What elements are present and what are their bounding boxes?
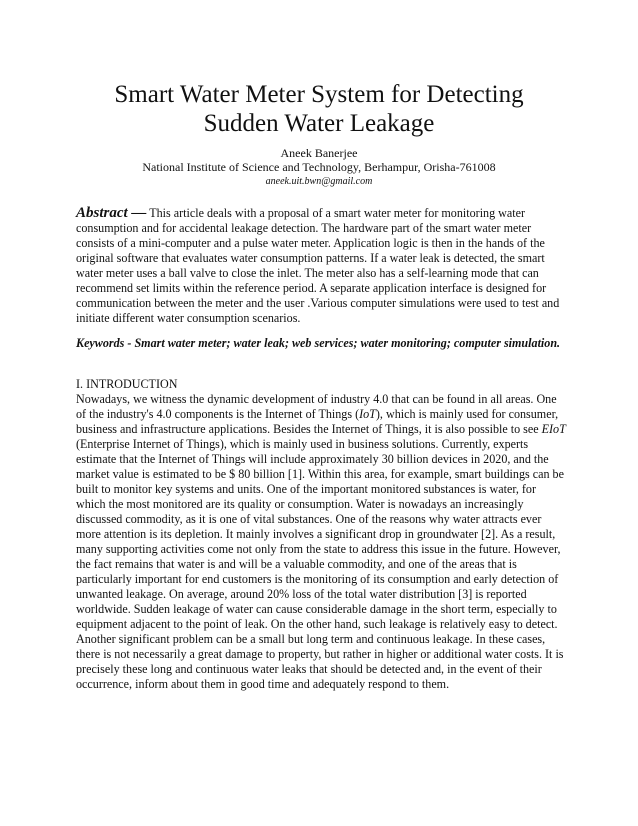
section-heading: I. INTRODUCTION — [76, 377, 178, 391]
title-line-1: Smart Water Meter System for Detecting — [114, 81, 524, 108]
author-affiliation: National Institute of Science and Technology, Berhampur, Orisha-761008 — [142, 160, 496, 174]
paper-title — [0, 80, 638, 138]
introduction-paragraph — [76, 392, 566, 692]
intro-text-2: ), which is mainly used for consumer, business and infrastructure applications. Besides the Internet of Things, it is also possible to see — [76, 407, 559, 436]
intro-eiot-term: EIoT — [541, 422, 566, 436]
author-name: Aneek Banerjee — [280, 146, 358, 160]
author-email: aneek.uit.bwn@gmail.com — [265, 176, 373, 187]
abstract-text: This article deals with a proposal of a smart water meter for monitoring water consumption and for accidental leakage detection. The hardware part of the smart water meter consists of a mini-computer and a pulse water meter. Application logic is then in the hands of the original software that evaluates water consumption patterns. If a water leak is detected, the smart water meter uses a ball valve to close the inlet. The meter also has a self-learning mode that can recommend set limits within the reference period. A separate application interface is designed for communication between the meter and the user .Various computer simulations were used to test and initiate different water consumption scenarios. — [76, 206, 560, 325]
intro-text-3: (Enterprise Internet of Things), which is mainly used in business solutions. Currently, experts estimate that the Internet of Things will include approximately 30 billion devices in 2020, and the market value is estimated to be $ 80 billion [1]. Within this area, for example, smart buildings can be built to monitor key systems and units. One of the important monitored substances is water, for which the most monitored are its quality or consumption. Water is nowadays an increasingly discussed commodity, as it is one of vital substances. One of the reasons why water attracts ever more attention is its depletion. It mainly involves a significant drop in groundwater [2]. As a result, many supporting activities come not only from the state to address this issue in the future. However, the fact remains that water is and will be a valuable commodity, and one of the areas that is particularly important for end customers is the monitoring of its consumption and early detection of unwanted leakage. On average, around 20% loss of the total water distribution [3] is reported worldwide. Sudden leakage of water can cause considerable damage in the short term, especially to equipment adjacent to the point of leak. On the other hand, such leakage is relatively easy to detect. Another significant problem can be a small but long term and continuous leakage. In these cases, there is not necessarily a great damage to property, but rather in higher or additional water costs. It is precisely these long and continuous water leaks that should be detected and, in the event of their occurrence, inform about them in good time and adequately respond to them. — [76, 437, 564, 691]
title-line-2: Sudden Water Leakage — [203, 110, 435, 137]
introduction-section — [76, 377, 566, 692]
abstract-label: Abstract — — [76, 205, 147, 221]
intro-iot-term: IoT — [359, 407, 376, 421]
intro-text-1: Nowadays, we witness the dynamic development of industry 4.0 that can be found in all areas. One of the industry's 4.0 components is the Internet of Things ( — [76, 392, 557, 421]
keywords: Keywords - Smart water meter; water leak; web services; water monitoring; computer simulation. — [76, 336, 561, 350]
abstract — [76, 206, 566, 326]
